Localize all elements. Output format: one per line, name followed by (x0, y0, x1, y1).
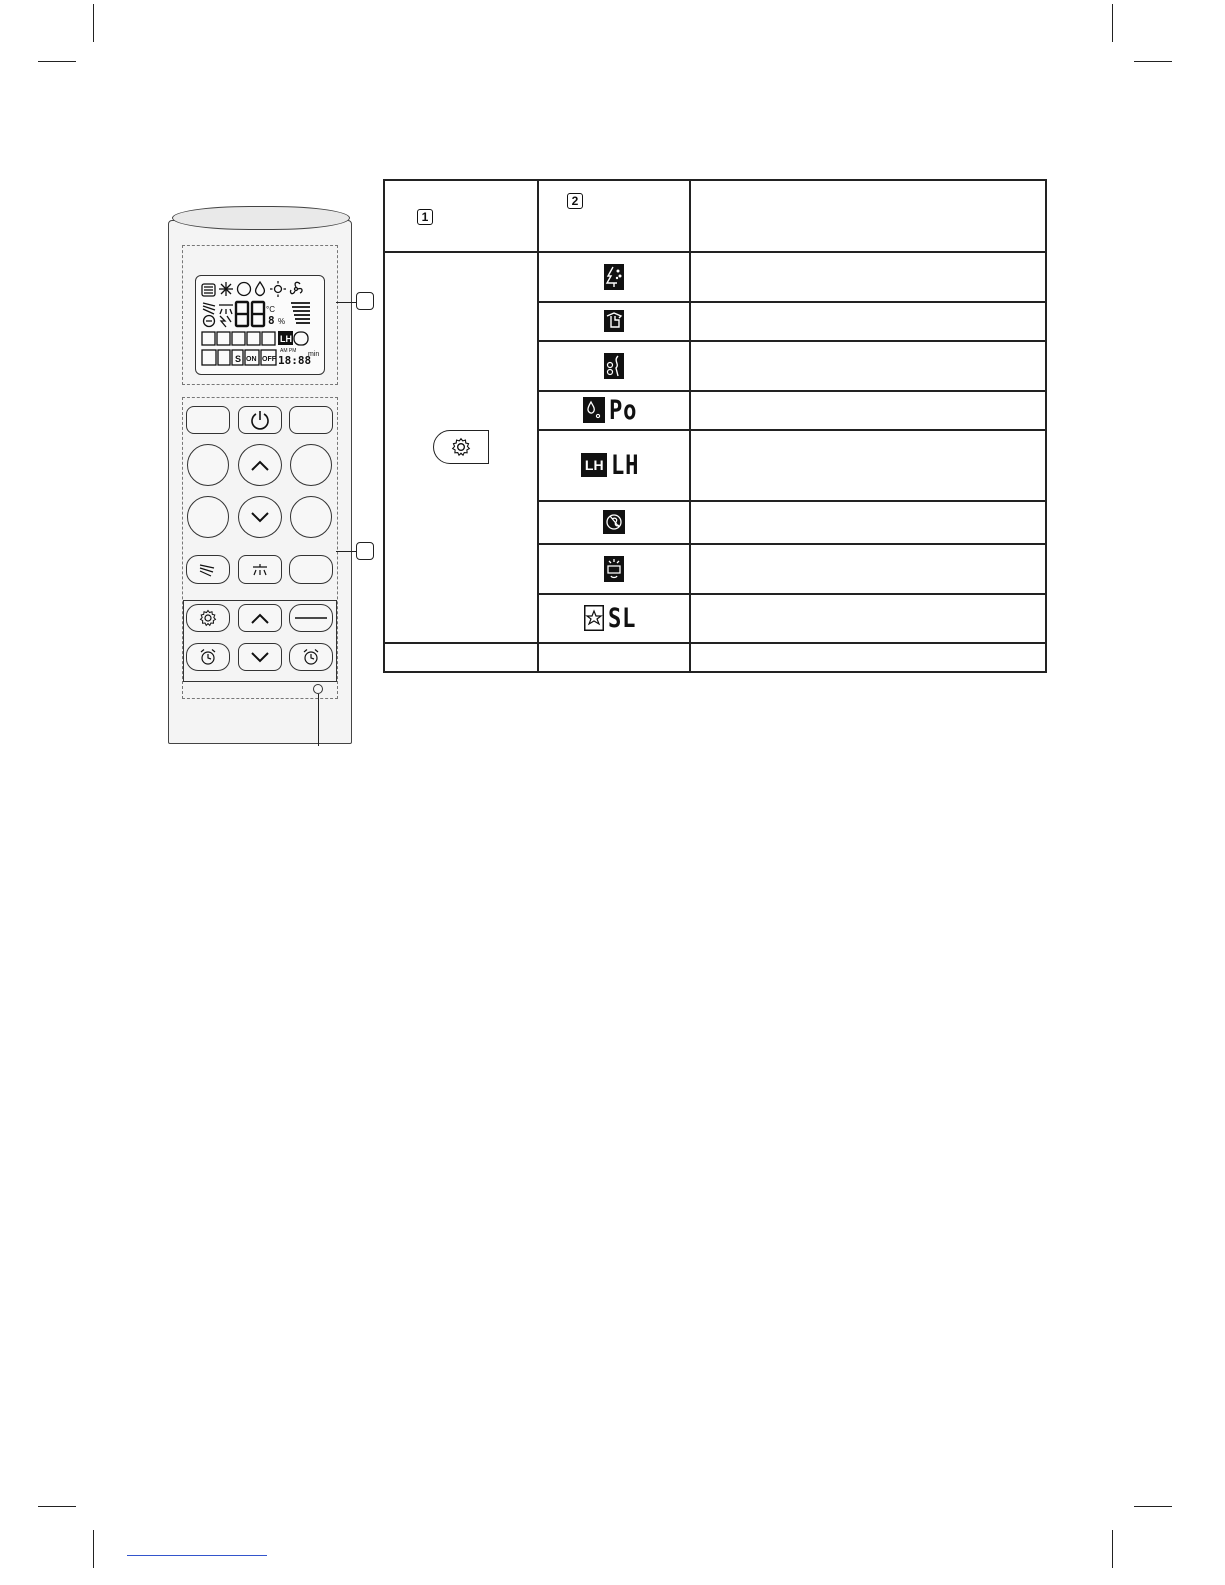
button-left-top[interactable] (186, 406, 230, 434)
lcd-drain-icon (262, 332, 275, 345)
svg-text:OFF: OFF (262, 356, 276, 363)
header-number-2: 2 (567, 193, 583, 209)
crop-mark-top-left-v (93, 4, 94, 42)
table-col-divider-2 (689, 179, 691, 672)
table-border-bottom (383, 671, 1047, 673)
button-left-row3[interactable] (187, 496, 229, 538)
airflow-icon (219, 305, 233, 314)
table-border-top (383, 179, 1047, 181)
cool-mode-icon (219, 282, 233, 296)
reset-leader-line (318, 694, 319, 746)
svg-text:°C: °C (266, 305, 275, 314)
table-border-left (383, 179, 385, 672)
drain-pump-icon (583, 397, 605, 423)
airflow-button[interactable] (238, 555, 282, 584)
crop-mark-top-right-v (1112, 4, 1113, 42)
svg-text:18:88: 18:88 (278, 354, 312, 367)
lcd-segments (196, 276, 324, 374)
swing-icon (198, 563, 218, 577)
temp-up-button[interactable] (238, 444, 282, 486)
chevron-down-icon (249, 510, 271, 524)
chevron-up-icon (249, 611, 271, 625)
svg-text:min: min (308, 351, 320, 358)
remote-top-cap (172, 206, 350, 230)
callout-1-box (356, 292, 374, 310)
power-icon (249, 409, 271, 431)
segment-readout: LH (611, 449, 640, 481)
callout-1-leader (336, 302, 356, 303)
table-row (538, 594, 689, 642)
svg-text:S: S (235, 354, 242, 364)
gear-icon (199, 609, 217, 627)
chevron-down-icon (249, 650, 271, 664)
lcd-light-icon (202, 350, 216, 365)
gear-icon (451, 437, 471, 457)
remote-lcd-display (195, 275, 325, 375)
svg-text:AM PM: AM PM (280, 348, 297, 354)
energy-saving-icon (604, 353, 624, 379)
crop-mark-bottom-left-v (93, 1530, 94, 1568)
energy-e-icon (204, 316, 215, 327)
table-row (538, 341, 689, 390)
segment-readout: Po (609, 394, 638, 426)
table-row (538, 302, 689, 340)
swing-button[interactable] (186, 555, 230, 584)
callout-2-leader (336, 551, 356, 552)
button-right-row4[interactable] (289, 555, 333, 584)
dash-icon (295, 616, 327, 620)
crop-mark-top-right-h (1134, 61, 1172, 62)
plasma-ionizer-icon (604, 264, 624, 290)
timer-on-button[interactable] (186, 643, 230, 671)
auto-clean-icon (604, 310, 624, 332)
sleep-star-icon (584, 605, 604, 631)
table-row (538, 544, 689, 593)
button-right-row3[interactable] (290, 496, 332, 538)
alarm-clock-icon (301, 648, 321, 666)
svg-text:8: 8 (268, 314, 275, 327)
table-header-divider (383, 251, 1047, 253)
svg-text:LH: LH (280, 334, 292, 344)
crop-mark-bottom-left-h (38, 1506, 76, 1507)
lcd-energy-icon (247, 332, 260, 345)
auto-mode-icon (238, 283, 251, 296)
button-left-row2[interactable] (187, 444, 229, 486)
table-row (538, 391, 689, 429)
svg-text:ON: ON (246, 356, 257, 363)
callout-2-box (356, 542, 374, 560)
segment-readout: SL (608, 602, 637, 634)
button-right-row2[interactable] (290, 444, 332, 486)
timer-off-button[interactable] (289, 643, 333, 671)
footer-link-underline (127, 1555, 267, 1556)
comfort-air-icon (603, 510, 625, 534)
chevron-up-icon (249, 458, 271, 472)
lcd-clean-icon (232, 332, 245, 345)
remote-control-illustration (168, 206, 352, 746)
header-number-1: 1 (417, 209, 433, 225)
power-button[interactable] (238, 406, 282, 434)
lcd-sleep-icon (218, 350, 230, 365)
jet-icon (220, 316, 231, 327)
row-divider-full (383, 642, 1047, 644)
function-set-button[interactable] (289, 604, 333, 632)
light-off-icon (604, 556, 624, 582)
heat-mode-icon (270, 281, 286, 297)
function-up-button[interactable] (238, 604, 282, 632)
fan-speed-bars-icon (291, 303, 310, 323)
table-row (538, 501, 689, 543)
dry-mode-icon (256, 282, 265, 296)
function-table (383, 179, 1047, 672)
reset-hole[interactable] (313, 684, 323, 694)
function-down-button[interactable] (238, 643, 282, 671)
fan-mode-icon (290, 282, 302, 293)
temp-down-button[interactable] (238, 496, 282, 538)
crop-mark-top-left-h (38, 61, 76, 62)
lh-badge-icon: LH (581, 453, 607, 477)
settings-button-illustration (433, 430, 489, 464)
lcd-plasma-icon (202, 332, 215, 345)
lcd-sbn-icon (294, 332, 308, 345)
button-right-top[interactable] (289, 406, 333, 434)
svg-text:%: % (278, 317, 286, 326)
swing-icon (203, 303, 215, 314)
crop-mark-bottom-right-h (1134, 1506, 1172, 1507)
temperature-digits-icon (236, 302, 264, 326)
alarm-clock-icon (198, 648, 218, 666)
lcd-comfort-icon (217, 332, 230, 345)
crop-mark-bottom-right-v (1112, 1530, 1113, 1568)
airflow-icon (250, 563, 270, 577)
settings-button[interactable] (186, 604, 230, 632)
table-row (538, 430, 689, 500)
table-row (538, 252, 689, 301)
table-border-right (1045, 179, 1047, 672)
